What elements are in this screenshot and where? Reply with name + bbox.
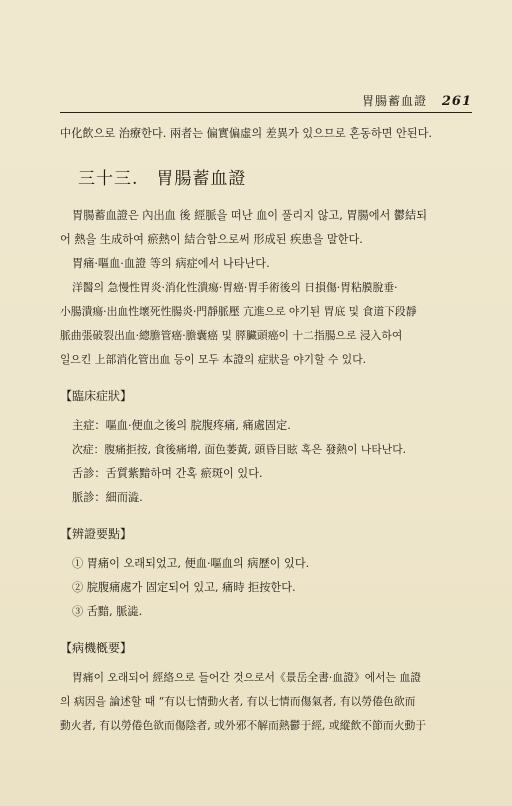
clinical-item: 脈診：細而澁.: [72, 491, 143, 504]
diagnosis-item: ① 胃痛이 오래되었고, 便血·嘔血의 病歷이 있다.: [72, 557, 310, 570]
diagnosis-item: ② 脘腹痛處가 固定되어 있고, 痛時 拒按한다.: [72, 581, 296, 594]
page-body: [60, 122, 476, 738]
diagnosis-item: ③ 舌黯, 脈澁.: [72, 605, 143, 618]
page-number: 261: [441, 94, 472, 109]
pathogenesis-heading: 【病機槪要】: [60, 641, 133, 655]
intro-line: 中化飲으로 治療한다. 兩者는 偏實偏虛의 差異가 있으므로 혼동하면 안된다.: [60, 127, 432, 140]
section-heading: [78, 164, 476, 194]
paragraph-line: 洋醫의 急慢性胃炎·消化性潰瘍·胃癌·胃手術後의 日損傷·胃粘膜脫垂·: [72, 281, 398, 294]
pathogenesis-line: 의 病因을 論述할 때 “有以七情動火者, 有以七情而傷氣者, 有以勞倦色欲而: [60, 695, 416, 708]
running-header: [362, 92, 472, 109]
section-number: 三十三.: [78, 169, 139, 189]
clinical-heading: 【臨床症狀】: [60, 389, 133, 403]
clinical-item: 次症：腹痛拒按, 食後痛增, 面色萎黃, 頭昏目眩 혹은 發熱이 나타난다.: [72, 443, 407, 456]
pathogenesis-line: 胃痛이 오래되어 經絡으로 들어간 것으로서《景岳全書·血證》에서는 血證: [72, 671, 422, 684]
pathogenesis-line: 動火者, 有以勞倦色欲而傷陰者, 或外邪不解而熱鬱于經, 或縱飲不節而火動于: [60, 719, 427, 732]
paragraph-line: 어 熱을 生成하여 瘀熱이 結合함으로써 形成된 疾患을 말한다.: [60, 233, 363, 246]
paragraph-line: 胃腸蓄血證은 內出血 後 經脈을 떠난 血이 풀리지 않고, 胃腸에서 鬱結되: [72, 209, 428, 222]
header-rule: [60, 112, 472, 113]
paragraph-line: 脈曲張破裂出血·總膽管癌·膽囊癌 및 膵臟頭癌이 十二指腸으로 浸入하여: [60, 329, 403, 342]
clinical-item: 舌診：舌質紫黯하며 간혹 瘀斑이 있다.: [72, 467, 263, 480]
paragraph-line: 胃痛·嘔血·血證 等의 病症에서 나타난다.: [72, 257, 270, 270]
clinical-item: 主症：嘔血·便血之後의 脘腹疼痛, 痛處固定.: [72, 419, 291, 432]
paragraph-line: 小腸潰瘍·出血性壞死性腸炎·門靜脈壓 亢進으로 야기된 胃底 및 食道下段靜: [60, 305, 417, 318]
header-title: 胃腸蓄血證: [362, 94, 428, 108]
paragraph-line: 일으킨 上部消化管出血 등이 모두 本證의 症狀을 야기할 수 있다.: [60, 353, 367, 366]
section-title: 胃腸蓄血證: [156, 169, 247, 189]
diagnosis-heading: 【辨證要點】: [60, 527, 133, 541]
